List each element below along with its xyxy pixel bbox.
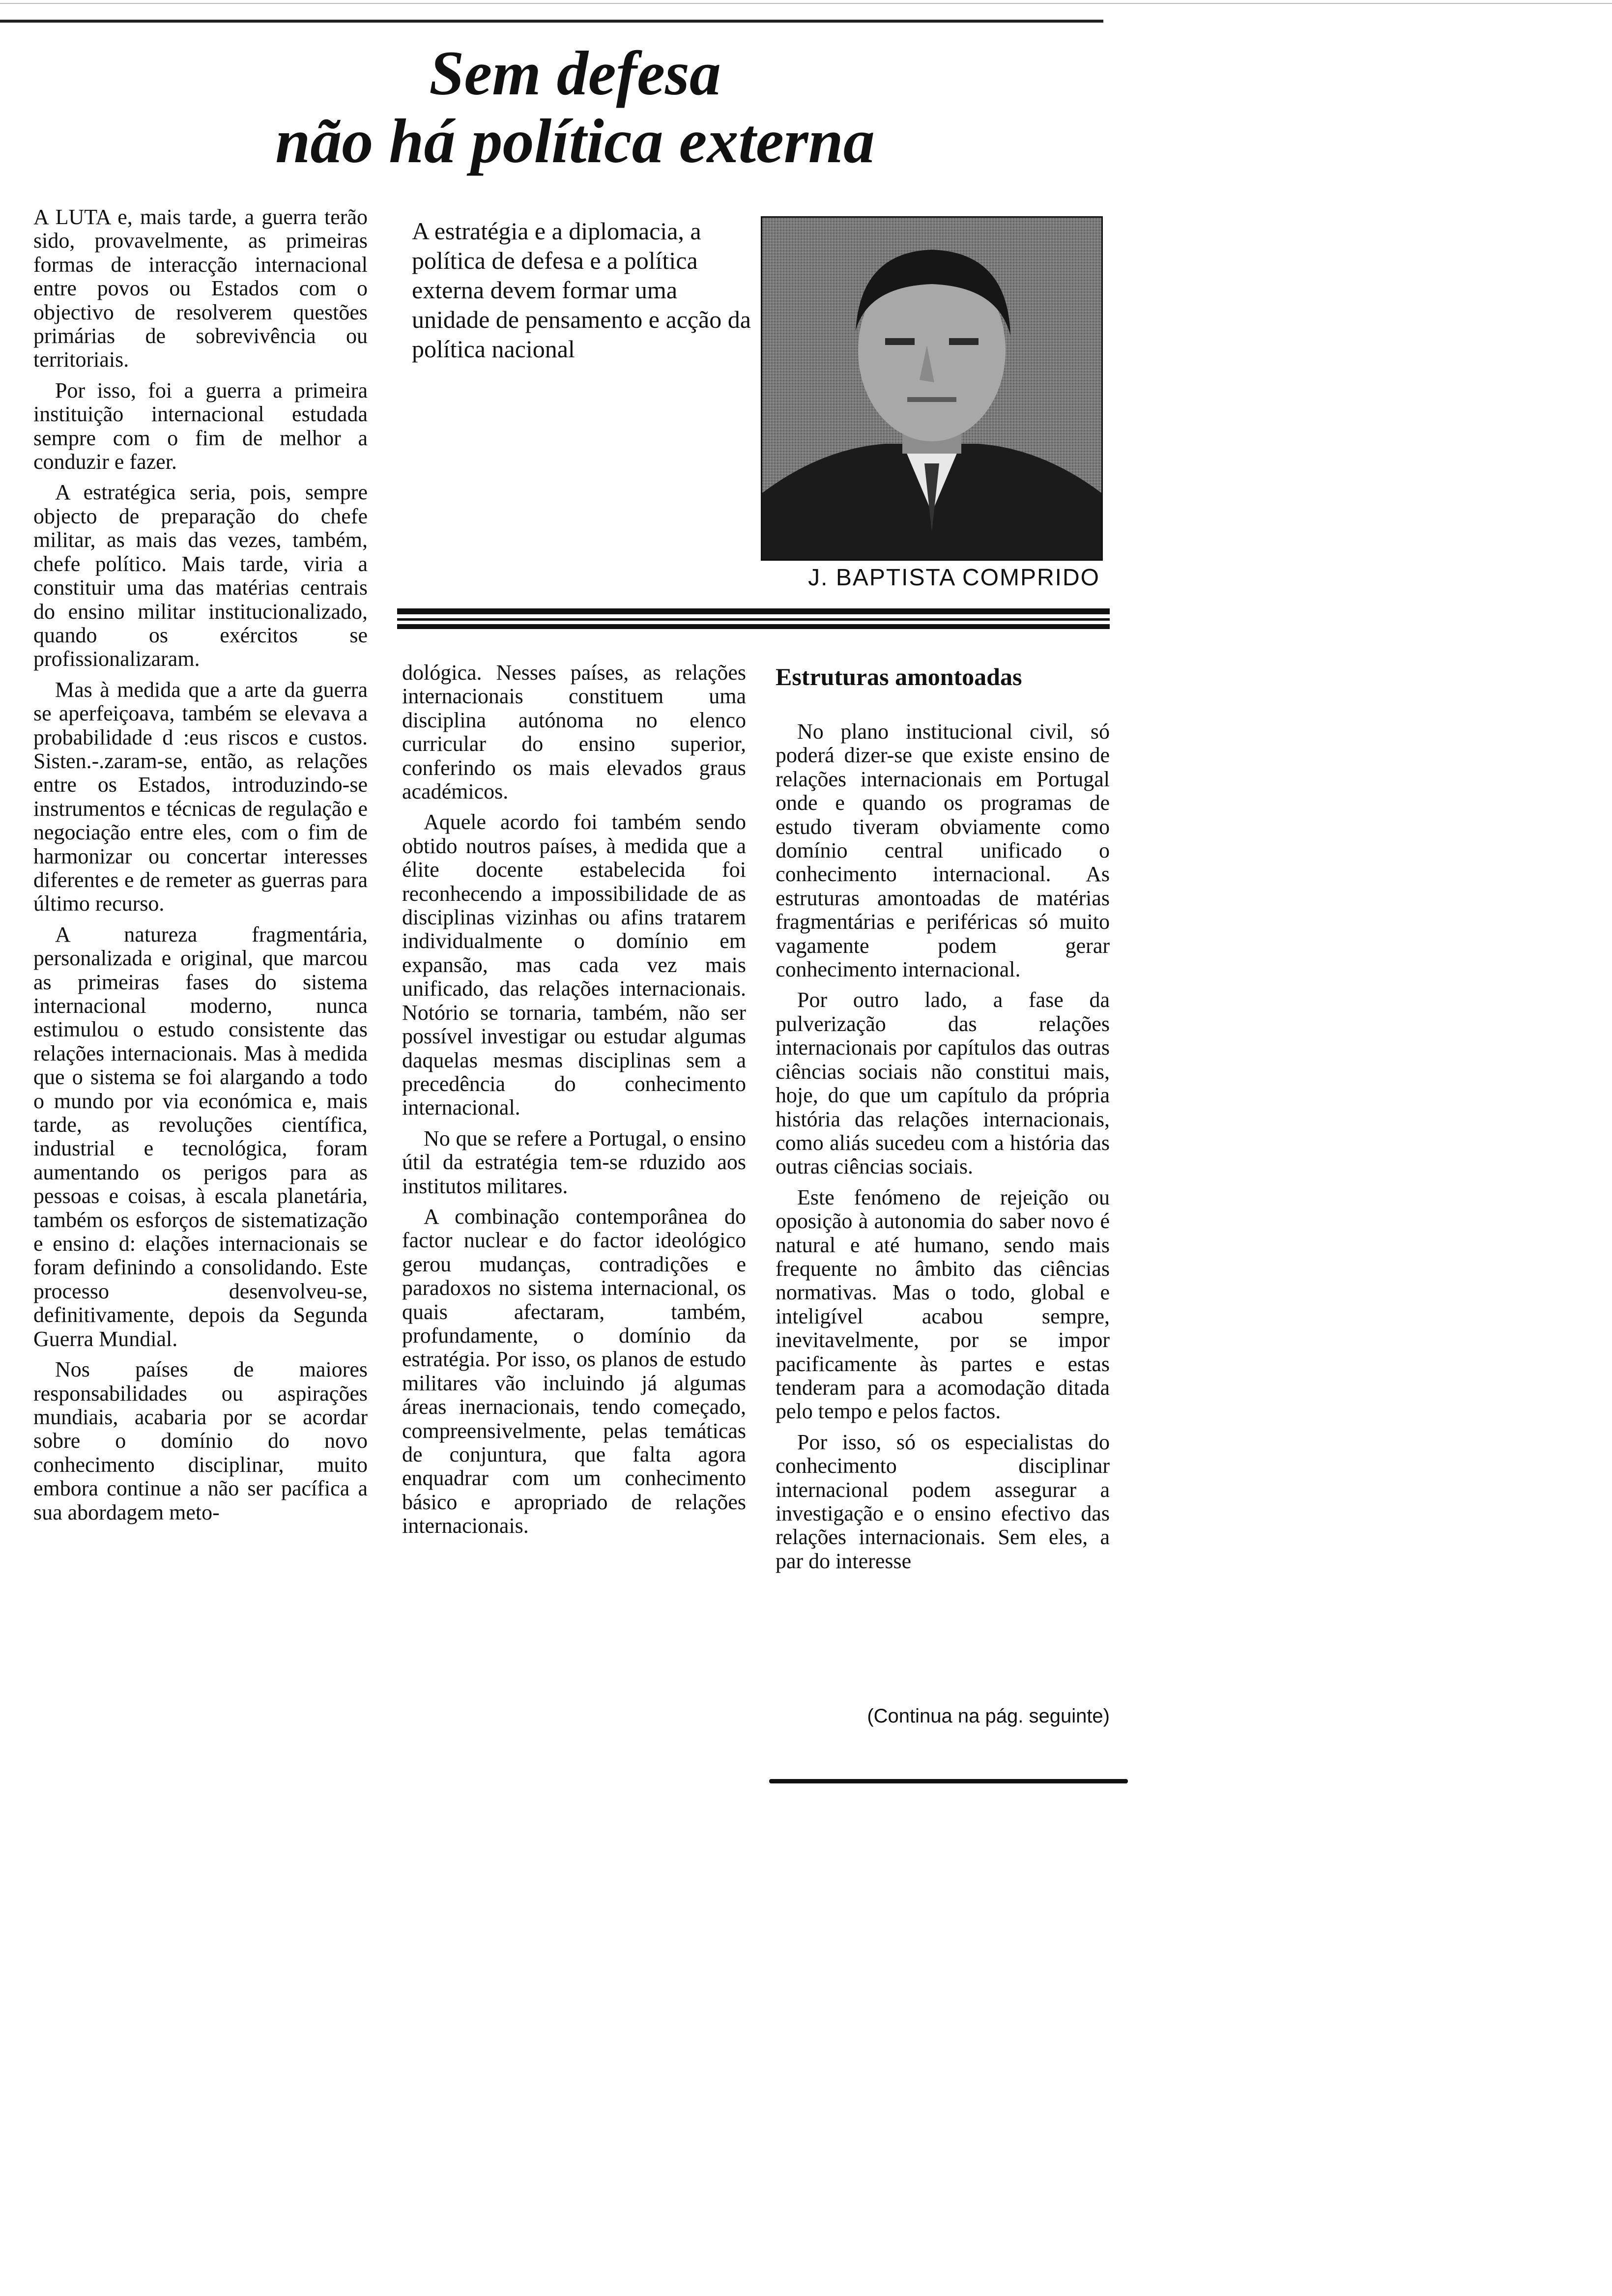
article-column-1	[33, 205, 368, 1753]
section-rule	[397, 608, 1110, 614]
continued-note: (Continua na pág. seguinte)	[867, 1705, 1110, 1727]
section-subheading: Estruturas amontoadas	[776, 663, 1022, 690]
page-title	[157, 39, 993, 175]
portrait-icon	[762, 218, 1101, 559]
paragraph: Por outro lado, a fase da pulverização das relações internacionais por capítulos das outras ciências sociais não constitui mais, hoje, do que um capítulo da própria história das relações internacionais, como aliás sucedeu com a história das outras ciências sociais.	[776, 988, 1110, 1179]
paragraph: A natureza fragmentária, personalizada e original, que marcou as primeiras fases do sistema internacional moderno, nunca estimulou o estudo consistente das relações internacionais. Mas à medida que o sistema se foi alargando a todo o mundo por via económica e, mais tarde, as revoluções científica, industrial e tecnológica, foram aumentando os perigos para as pessoas e coisas, à escala planetária, também os esforços de sistematização e ensino d: elações internacionais se foram definindo a consolidando. Este processo desenvolveu-se, definitivamente, depois da Segunda Guerra Mundial.	[33, 922, 368, 1351]
paragraph: Este fenómeno de rejeição ou oposição à autonomia do saber novo é natural e até humano, sendo mais frequente no âmbito das ciências normativas. Mas o todo, global e inteligível acabou sempre, inevitavelmente, por se impor pacificamente às partes e estas tenderam para a acomodação ditada pelo tempo e pelos factos.	[776, 1185, 1110, 1424]
author-byline: J. BAPTISTA COMPRIDO	[808, 565, 1100, 591]
pull-quote: A estratégia e a diplomacia, a política de defesa e a política externa devem formar uma unidade de pensamento e acção da política nacional	[412, 217, 751, 363]
paragraph: No plano institucional civil, só poderá dizer-se que existe ensino de relações internacionais em Portugal onde e quando os programas de estudo tiveram obviamente como domínio central unificado o conhecimento internacional. As estruturas amontoadas de matérias fragmentárias e periféricas só muito vagamente podem gerar conhecimento internacional.	[776, 719, 1110, 982]
paragraph: A LUTA e, mais tarde, a guerra terão sido, provavelmente, as primeiras formas de interacção internacional entre povos ou Estados com o objectivo de resolverem questões primárias de sobrevivência ou territoriais.	[33, 205, 368, 372]
paragraph: Aquele acordo foi também sendo obtido noutros países, à medida que a élite docente estabelecida foi reconhecendo a impossibilidade de as disciplinas vizinhas ou afins tratarem individualmente o domínio em expansão, mas cada vez mais unificado, das relações internacionais. Notório se tornaria, também, não ser possível investigar ou estudar algumas daquelas mesmas disciplinas sem a precedência do conhecimento internacional.	[402, 810, 746, 1120]
paragraph: dológica. Nesses países, as relações internacionais constituem uma disciplina autónoma no elenco curricular do ensino superior, conferindo os mais elevados graus académicos.	[402, 660, 746, 804]
paragraph: Nos países de maiores responsabilidades ou aspirações mundiais, acabaria por se acordar sobre o domínio do novo conhecimento disciplinar, muito embora continue a não ser pacífica a sua abordagem meto-	[33, 1357, 368, 1524]
paragraph: A combinação contemporânea do factor nuclear e do factor ideológico gerou mudanças, contradições e paradoxos no sistema internacional, os quais afectaram, também, profundamente, o domínio da estratégia. Por isso, os planos de estudo militares vão incluindo já algumas áreas inernacionais, tendo começado, compreensivelmente, pelas temáticas de conjuntura, que falta agora enquadrar com um conhecimento básico e apropriado de relações internacionais.	[402, 1204, 746, 1538]
author-photo	[761, 216, 1103, 561]
paragraph: No que se refere a Portugal, o ensino útil da estratégia tem-se rduzido aos institutos militares.	[402, 1126, 746, 1198]
paragraph: Por isso, foi a guerra a primeira instituição internacional estudada sempre com o fim de melhor a conduzir e fazer.	[33, 378, 368, 474]
section-rule	[397, 624, 1110, 629]
paragraph: Mas à medida que a arte da guerra se aperfeiçoava, também se elevava a probabilidade d :eus riscos e custos. Sisten.-.zaram-se, então, as relações entre os Estados, introduzindo-se instrumentos e técnicas de regulação e negociação entre eles, com o fim de harmonizar ou concertar interesses diferentes e de remeter as guerras para último recurso.	[33, 677, 368, 916]
section-rule	[397, 618, 1110, 621]
headline-line-1: Sem defesa	[429, 38, 721, 108]
top-faint-rule	[0, 3, 1612, 4]
end-rule	[769, 1779, 1128, 1783]
paragraph: Por isso, só os especialistas do conhecimento disciplinar internacional podem assegurar a investigação e o ensino efectivo das relações internacionais. Sem eles, a par do interesse	[776, 1430, 1110, 1573]
article-column-3	[776, 720, 1110, 1801]
top-rule	[0, 20, 1103, 23]
headline-line-2: não há política externa	[275, 106, 875, 176]
paragraph: A estratégica seria, pois, sempre objecto de preparação do chefe militar, as mais das vezes, também, chefe político. Mais tarde, viria a constituir uma das matérias centrais do ensino militar institucionalizado, quando os exércitos se profissionalizaram.	[33, 480, 368, 671]
article-column-2	[402, 661, 746, 1757]
